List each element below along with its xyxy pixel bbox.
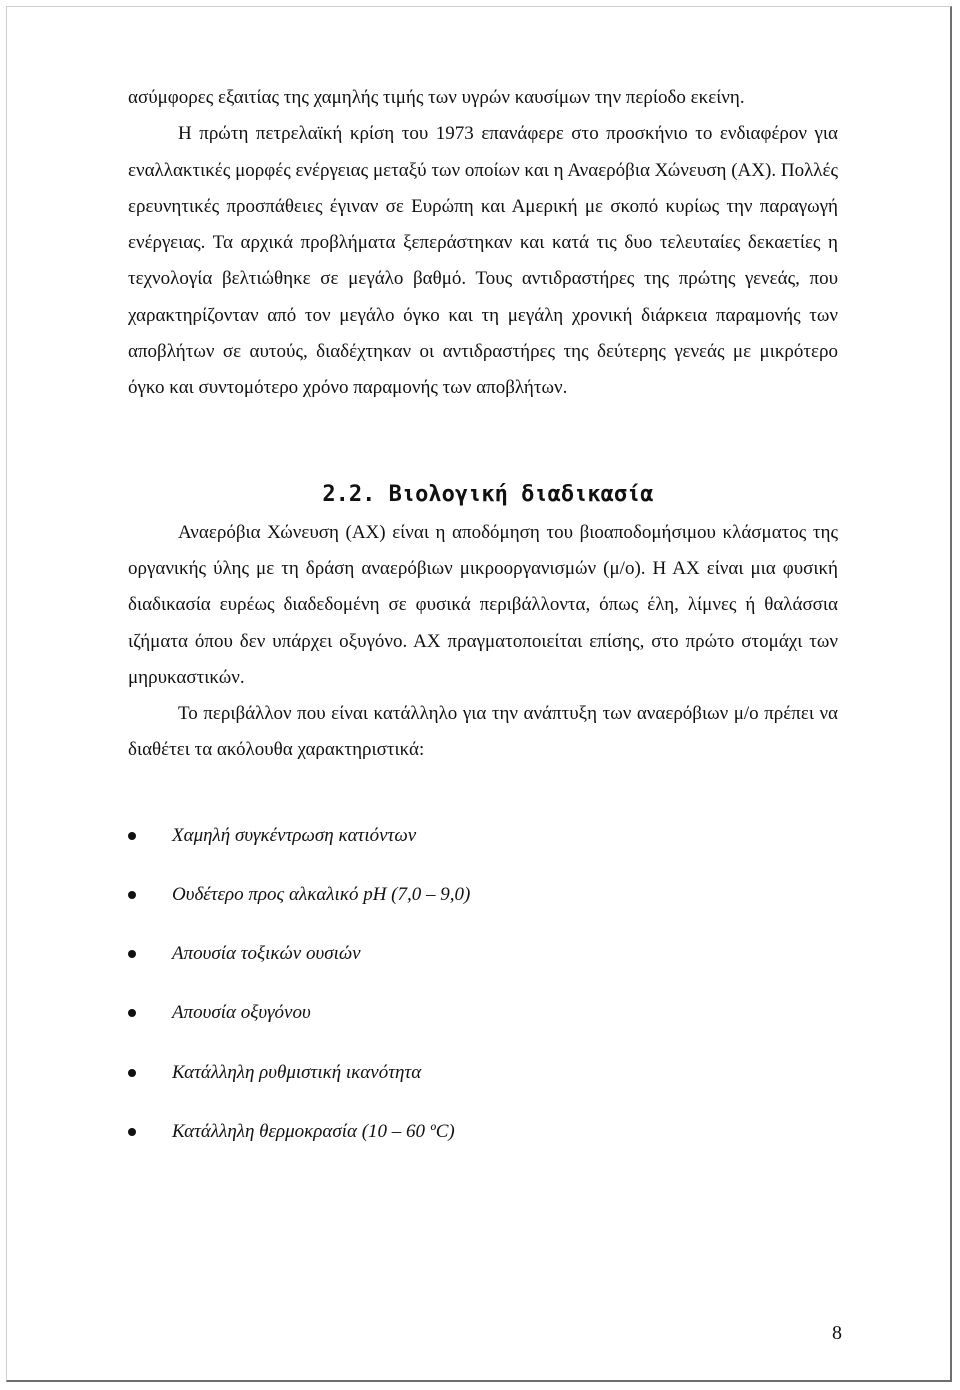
paragraph-continuation: ασύμφορες εξαιτίας της χαμηλής τιμής των υγρών καυσίμων την περίοδο εκείνη.	[128, 87, 745, 108]
list-item-text: Απουσία οξυγόνου	[172, 1002, 311, 1024]
bullet-icon	[128, 1128, 136, 1136]
list-item	[128, 1061, 838, 1120]
document-body	[128, 80, 838, 1179]
paragraph-definition: Αναερόβια Χώνευση (ΑΧ) είναι η αποδόμηση του βιοαποδομήσιμου κλάσματος της οργανικής ύλης με τη δράση αναερόβιων μικροοργανισμών (μ/ο). Η ΑΧ είναι μια φυσική διαδικασία ευρέως διαδεδομένη σε φυσικά περιβάλλοντα, όπως έλη, λίμνες ή θαλάσσια ιζήματα όπου δεν υπάρχει οξυγόνο. ΑΧ πραγματοποιείται επίσης, στο πρώτο στομάχι των μηρυκαστικών.	[128, 521, 838, 688]
list-item-text: Χαμηλή συγκέντρωση κατιόντων	[172, 824, 417, 846]
section-title: 2.2. Βιολογική διαδικασία	[322, 481, 654, 507]
bullet-icon	[128, 1069, 136, 1077]
list-item	[128, 1120, 838, 1179]
list-item	[128, 1001, 838, 1060]
bullet-icon	[128, 1009, 136, 1017]
page-number: 8	[832, 1322, 842, 1344]
list-item	[128, 883, 838, 942]
list-item-text: Απουσία τοξικών ουσιών	[172, 943, 361, 965]
list-item	[128, 942, 838, 1001]
bullet-icon	[128, 891, 136, 899]
paragraph-environment: Το περιβάλλον που είναι κατάλληλο για την ανάπτυξη των αναερόβιων μ/ο πρέπει να διαθέτει τα ακόλουθα χαρακτηριστικά:	[128, 703, 838, 761]
list-item	[128, 824, 838, 883]
characteristics-list	[128, 824, 838, 1179]
list-item-text: Κατάλληλη ρυθμιστική ικανότητα	[172, 1061, 422, 1083]
list-item-text: Κατάλληλη θερμοκρασία (10 – 60 ºC)	[172, 1120, 455, 1142]
list-item-text: Ουδέτερο προς αλκαλικό pH (7,0 – 9,0)	[172, 883, 471, 905]
bullet-icon	[128, 832, 136, 840]
paragraph-history: Η πρώτη πετρελαϊκή κρίση του 1973 επανάφερε στο προσκήνιο το ενδιαφέρον για εναλλακτικές μορφές ενέργειας μεταξύ των οποίων και η Αναερόβια Χώνευση (ΑΧ). Πολλές ερευνητικές προσπάθειες έγιναν σε Ευρώπη και Αμερική με σκοπό κυρίως την παραγωγή ενέργειας. Τα αρχικά προβλήματα ξεπεράστηκαν και κατά τις δυο τελευταίες δεκαετίες η τεχνολογία βελτιώθηκε σε μεγάλο βαθμό. Τους αντιδραστήρες της πρώτης γενεάς, που χαρακτηρίζονταν από τον μεγάλο όγκο και τη μεγάλη χρονική διάρκεια παραμονής των αποβλήτων σε αυτούς, διαδέχτηκαν οι αντιδραστήρες της δεύτερης γενεάς με μικρότερο όγκο και συντομότερο χρόνο παραμονής των αποβλήτων.	[128, 123, 838, 399]
bullet-icon	[128, 950, 136, 958]
